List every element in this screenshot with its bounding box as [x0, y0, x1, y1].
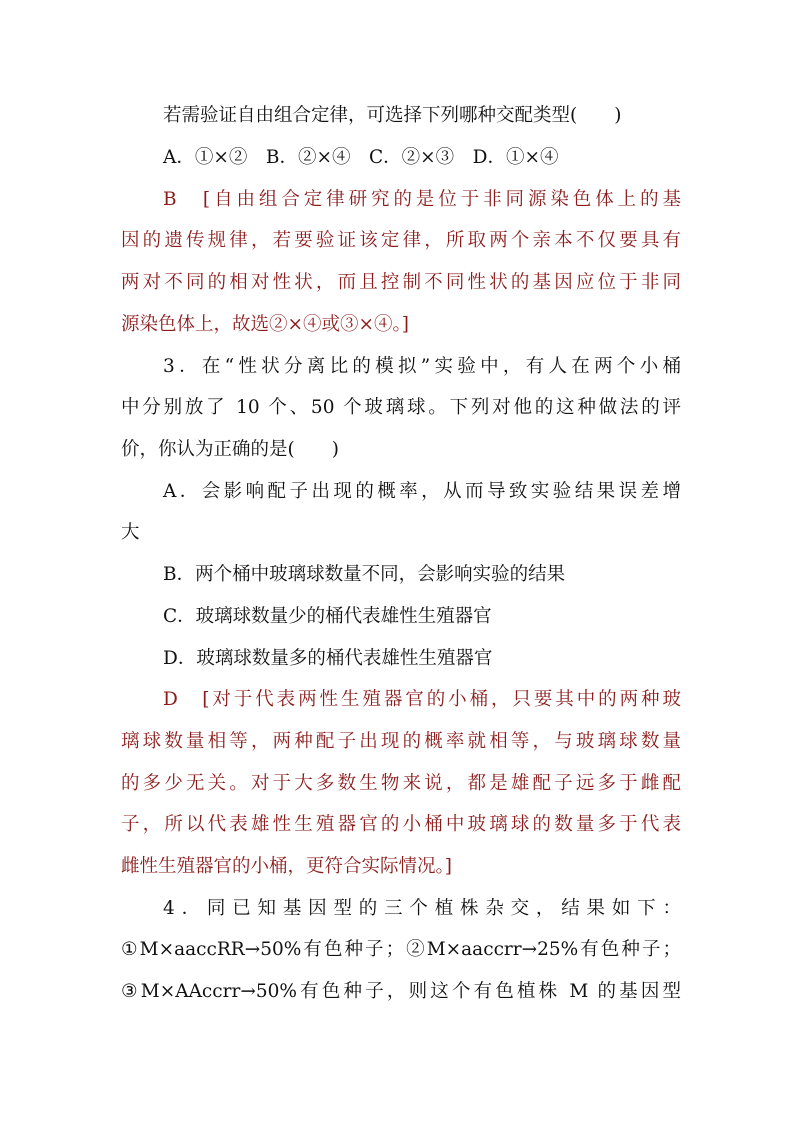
question-3-line-1: 3．在“性状分离比的模拟”实验中，有人在两个小桶 — [163, 356, 681, 377]
question-3-option-a-cont: 大 — [121, 522, 140, 543]
question-2-options: A．①×② B．②×④ C．②×③ D．①×④ — [163, 147, 559, 168]
question-4-line-3: ③M×AAccrr→50%有色种子，则这个有色植株 M 的基因型 — [121, 981, 681, 1002]
question-3-line-3: 价，你认为正确的是( ) — [121, 439, 339, 460]
question-3-option-a: A．会影响配子出现的概率，从而导致实验结果误差增 — [163, 481, 681, 502]
answer-3-line-3: 的多少无关。对于大多数生物来说，都是雄配子远多于雌配 — [121, 773, 681, 794]
answer-3-line-4: 子，所以代表雄性生殖器官的小桶中玻璃球的数量多于代表 — [121, 814, 681, 835]
question-3-option-c: C．玻璃球数量少的桶代表雄性生殖器官 — [163, 606, 492, 627]
answer-2-line-1: B [自由组合定律研究的是位于非同源染色体上的基 — [163, 189, 681, 210]
answer-2-line-3: 两对不同的相对性状，而且控制不同性状的基因应位于非同 — [121, 272, 681, 293]
answer-2-line-4: 源染色体上，故选②×④或③×④。] — [121, 314, 409, 335]
answer-3-line-5: 雌性生殖器官的小桶，更符合实际情况。] — [121, 856, 452, 877]
question-2-stem-end: 若需验证自由组合定律，可选择下列哪种交配类型( ) — [163, 105, 622, 126]
question-4-line-2: ①M×aaccRR→50%有色种子；②M×aaccrr→25%有色种子； — [121, 939, 681, 960]
question-3-line-2: 中分别放了 10 个、50 个玻璃球。下列对他的这种做法的评 — [121, 397, 681, 418]
answer-2-line-2: 因的遗传规律，若要验证该定律，所取两个亲本不仅要具有 — [121, 230, 681, 251]
answer-3-line-1: D [对于代表两性生殖器官的小桶，只要其中的两种玻 — [163, 689, 681, 710]
question-3-option-d: D．玻璃球数量多的桶代表雄性生殖器官 — [163, 648, 493, 669]
question-4-line-1: 4．同已知基因型的三个植株杂交，结果如下： — [163, 898, 681, 919]
answer-3-line-2: 璃球数量相等，两种配子出现的概率就相等，与玻璃球数量 — [121, 731, 681, 752]
question-3-option-b: B．两个桶中玻璃球数量不同，会影响实验的结果 — [163, 564, 566, 585]
